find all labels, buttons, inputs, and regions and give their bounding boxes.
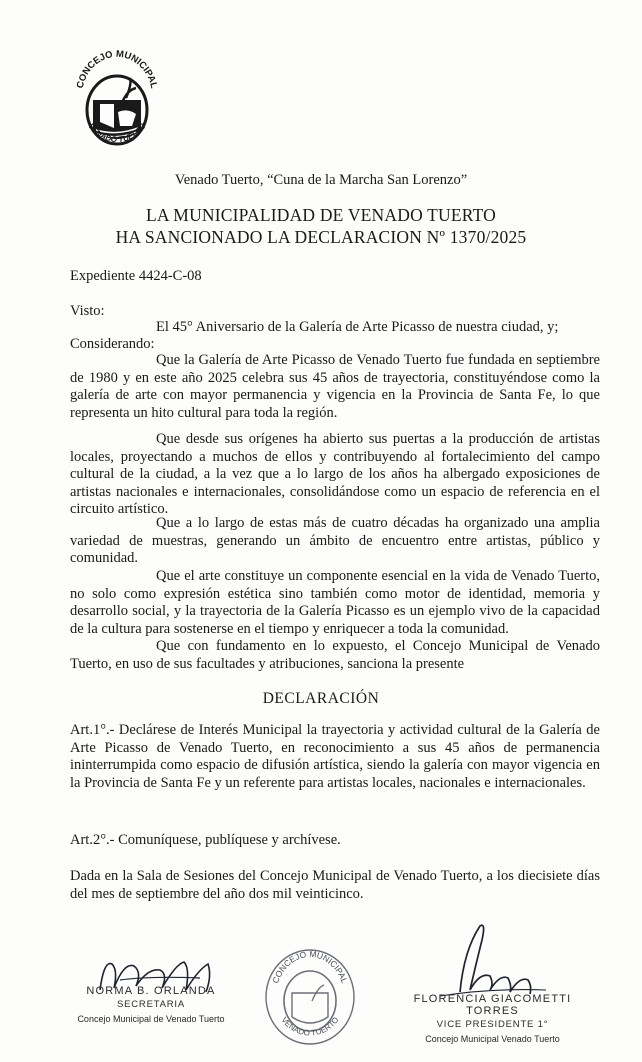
visto-label: Visto:: [70, 303, 105, 319]
signature-right: [405, 993, 580, 1044]
visto-text: El 45° Aniversario de la Galería de Arte Picasso de nuestra ciudad, y;: [156, 319, 559, 335]
signature-right-scribble: [420, 920, 550, 1000]
logo-text-bottom: VENADO TUERTO: [86, 121, 148, 145]
title-line-1: LA MUNICIPALIDAD DE VENADO TUERTO: [145, 205, 497, 225]
signature-right-name: FLORENCIA GIACOMETTI TORRES: [413, 993, 572, 1017]
article-2: Art.2°.- Comuníquese, publíquese y archívese.: [70, 832, 341, 848]
considerando-label: Considerando:: [70, 336, 155, 352]
concejo-logo: [70, 38, 162, 156]
dada-text: Dada en la Sala de Sesiones del Concejo Municipal de Venado Tuerto, a los diecisiete días del mes de septiembre del año dos mil veinticinco.: [70, 868, 600, 902]
stamp-text-bottom: VENADO TUERTO: [279, 1015, 341, 1038]
article-1: Art.1°.- Declárese de Interés Municipal la trayectoria y actividad cultural de la Galería de Arte Picasso de Venado Tuerto, en reconocimiento a sus 45 años de permanencia ininterrumpida como espacio de difusión artística, siendo la galería con mayor vigencia en la Provincia de Santa Fe y un referente para artistas locales, nacionales e internacionales.: [70, 722, 600, 791]
signature-right-org: Concejo Municipal Venado Tuerto: [425, 1034, 560, 1044]
motto: Venado Tuerto, “Cuna de la Marcha San Lorenzo”: [174, 172, 468, 188]
svg-text:CONCEJO MUNICIPAL: [75, 49, 160, 90]
signature-left-org: Concejo Municipal de Venado Tuerto: [77, 1014, 225, 1024]
signature-left: [66, 985, 236, 1024]
considerando-paragraph-4: Que el arte constituye un componente esencial en la vida de Venado Tuerto, no solo como expresión estética sino también como motor de identidad, memoria y desarrollo social, y la trayectoria de la Galería Picasso es un ejemplo vivo de la capacidad de la cultura para sostenerse en el tiempo y enriquecer a toda la comunidad.: [70, 568, 600, 637]
declaracion-heading: DECLARACIÓN: [262, 690, 380, 707]
expediente: Expediente 4424-C-08: [70, 268, 202, 284]
logo-text-top: CONCEJO MUNICIPAL: [74, 48, 160, 90]
signature-right-role: VICE PRESIDENTE 1°: [436, 1019, 549, 1030]
title-line-2: HA SANCIONADO LA DECLARACION Nº 1370/2025: [115, 227, 527, 247]
svg-text:VENADO TUERTO: [279, 1015, 340, 1037]
stamp-text-top: CONCEJO MUNICIPAL: [270, 948, 350, 985]
considerando-paragraph-3: Que a lo largo de estas más de cuatro décadas ha organizado una amplia variedad de muestras, generando un ámbito de encuentro entre artistas, público y comunidad.: [70, 515, 600, 567]
signature-left-name: NORMA B. ORLANDA: [86, 985, 216, 997]
svg-text:CONCEJO MUNICIPAL: [270, 949, 350, 985]
considerando-paragraph-2: Que desde sus orígenes ha abierto sus puertas a la producción de artistas locales, proyectando a muchos de ellos y contribuyendo al fortalecimiento del campo cultural de la ciudad, a la vez que a lo largo de los años ha albergado exposiciones de artistas nacionales e internacionales, consolidándose como un espacio de referencia en el circuito artístico.: [70, 431, 600, 518]
signature-left-role: SECRETARIA: [116, 999, 185, 1010]
considerando-paragraph-5: Que con fundamento en lo expuesto, el Concejo Municipal de Venado Tuerto, en uso de sus facultades y atribuciones, sanciona la presente: [70, 638, 600, 672]
concejo-stamp: [262, 945, 358, 1045]
considerando-paragraph-1: Que la Galería de Arte Picasso de Venado Tuerto fue fundada en septiembre de 1980 y en este año 2025 celebra sus 45 años de trayectoria, constituyéndose como la galería de arte con mayor permanencia y vigencia en la Provincia de Santa Fe, lo que representa un hito cultural para toda la región.: [70, 352, 600, 421]
